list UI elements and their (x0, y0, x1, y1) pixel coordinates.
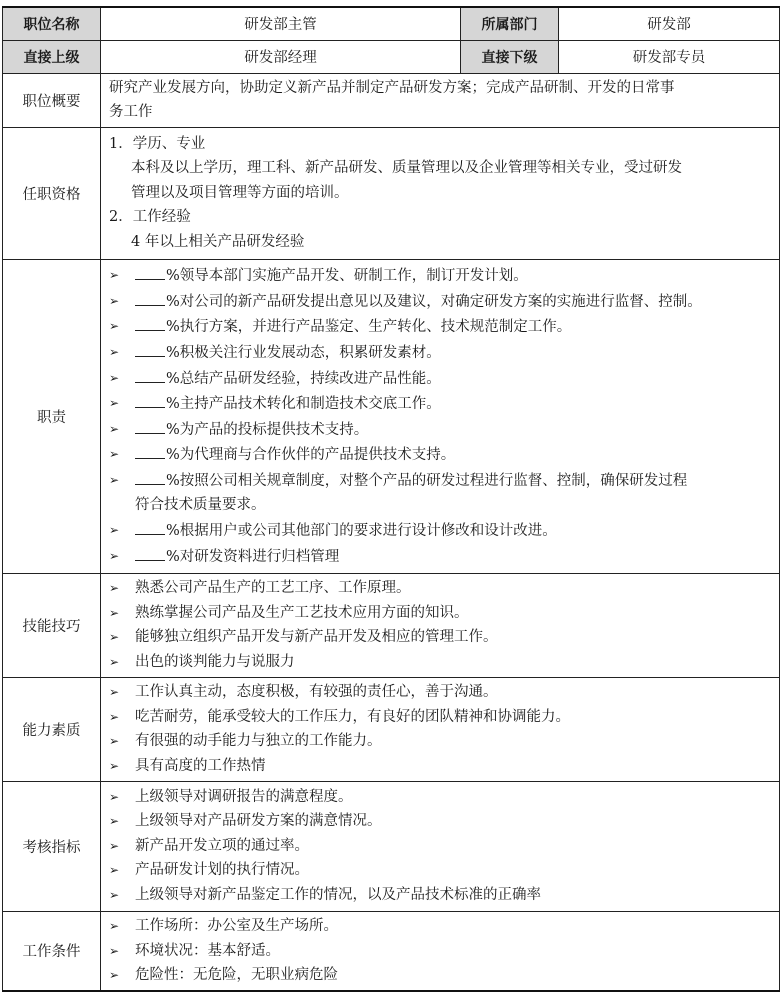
duty-text: %积极关注行业发展动态，积累研发素材。 (166, 344, 441, 361)
qualification-text: 管理以及项目管理等方面的培训。 (131, 184, 349, 201)
duties-content (101, 259, 780, 573)
condition-text: 环境状况：基本舒适。 (135, 942, 280, 959)
duty-text: %主持产品技术转化和制造技术交底工作。 (166, 396, 441, 413)
duty-text: %对研发资料进行归档管理 (166, 548, 340, 565)
condition-text: 工作场所：办公室及生产场所。 (135, 918, 338, 935)
overview-content (101, 73, 780, 127)
duty-text: %对公司的新产品研发提出意见以及建议，对确定研发方案的实施进行监督、控制。 (166, 293, 702, 310)
percentage-blank[interactable] (135, 518, 165, 535)
qualifications-label: 任职资格 (3, 127, 101, 259)
ability-text: 工作认真主动，态度积极，有较强的责任心，善于沟通。 (135, 684, 498, 700)
arrow-bullet-icon: ➢ (109, 709, 120, 724)
qualification-heading: 2．工作经验 (109, 209, 191, 226)
ability-text: 吃苦耐劳，能承受较大的工作压力，有良好的团队精神和协调能力。 (135, 708, 570, 725)
header-row-1 (3, 7, 780, 40)
arrow-bullet-icon: ➢ (109, 863, 120, 878)
overview-line: 研究产业发展方向，协助定义新产品并制定产品研发方案；完成产品研制、开发的日常事 (109, 79, 675, 96)
arrow-bullet-icon: ➢ (109, 293, 120, 308)
list-item (109, 314, 771, 340)
list-item (109, 576, 771, 601)
list-item (109, 391, 771, 417)
arrow-bullet-icon: ➢ (109, 581, 120, 595)
kpis-content (101, 781, 780, 911)
percentage-blank[interactable] (135, 289, 165, 306)
kpi-text: 新产品开发立项的通过率。 (135, 837, 309, 854)
arrow-bullet-icon: ➢ (109, 968, 120, 983)
percentage-blank[interactable] (135, 366, 165, 383)
kpi-text: 产品研发计划的执行情况。 (135, 862, 309, 879)
department-value: 研发部 (559, 7, 780, 40)
arrow-bullet-icon: ➢ (109, 421, 120, 436)
conditions-content (101, 911, 780, 991)
condition-text: 危险性：无危险，无职业病危险 (135, 967, 338, 984)
arrow-bullet-icon: ➢ (109, 919, 120, 934)
arrow-bullet-icon: ➢ (109, 344, 120, 359)
qualification-heading: 1．学历、专业 (109, 135, 206, 152)
position-title-label: 职位名称 (3, 7, 101, 40)
conditions-row (3, 911, 780, 991)
kpi-text: 上级领导对产品研发方案的满意情况。 (135, 813, 382, 830)
arrow-bullet-icon: ➢ (109, 548, 120, 563)
list-item (109, 601, 771, 626)
abilities-row (3, 677, 780, 781)
list-item (109, 518, 771, 544)
skill-text: 能够独立组织产品开发与新产品开发及相应的管理工作。 (135, 629, 498, 646)
position-title-value: 研发部主管 (101, 7, 461, 40)
list-item (109, 263, 771, 289)
percentage-blank[interactable] (135, 340, 165, 357)
list-item (109, 366, 771, 392)
qualification-text: 本科及以上学历，理工科、新产品研发、质量管理以及企业管理等相关专业，受过研发 (131, 160, 682, 177)
arrow-bullet-icon: ➢ (109, 630, 120, 645)
skill-text: 熟悉公司产品生产的工艺工序、工作原理。 (135, 580, 411, 596)
kpis-label: 考核指标 (3, 781, 101, 911)
ability-text: 具有高度的工作热情 (135, 757, 266, 774)
skill-text: 出色的谈判能力与说服力 (135, 653, 295, 670)
qualifications-content (101, 127, 780, 259)
qualifications-row (3, 127, 780, 259)
arrow-bullet-icon: ➢ (109, 523, 120, 538)
overview-line: 务工作 (109, 104, 153, 121)
list-item (109, 468, 771, 494)
duty-text: %为产品的投标提供技术支持。 (166, 421, 369, 438)
skills-row (3, 573, 780, 677)
list-item (109, 705, 771, 730)
arrow-bullet-icon: ➢ (109, 319, 120, 334)
list-item (109, 834, 771, 859)
direct-superior-value: 研发部经理 (101, 40, 461, 73)
arrow-bullet-icon: ➢ (109, 685, 120, 699)
percentage-blank[interactable] (135, 263, 165, 280)
abilities-content (101, 677, 780, 781)
arrow-bullet-icon: ➢ (109, 789, 120, 804)
arrow-bullet-icon: ➢ (109, 654, 120, 669)
list-item (109, 544, 771, 570)
kpi-text: 上级领导对新产品鉴定工作的情况，以及产品技术标准的正确率 (135, 887, 541, 904)
skills-label: 技能技巧 (3, 573, 101, 677)
list-item (109, 340, 771, 366)
percentage-blank[interactable] (135, 442, 165, 459)
list-item (109, 289, 771, 315)
list-item (109, 858, 771, 883)
duty-text: %为代理商与合作伙伴的产品提供技术支持。 (166, 447, 456, 464)
list-item (109, 754, 771, 779)
arrow-bullet-icon: ➢ (109, 888, 120, 903)
ability-text: 有很强的动手能力与独立的工作能力。 (135, 733, 382, 750)
arrow-bullet-icon: ➢ (109, 268, 120, 283)
percentage-blank[interactable] (135, 391, 165, 408)
direct-subordinate-value: 研发部专员 (559, 40, 780, 73)
arrow-bullet-icon: ➢ (109, 605, 120, 620)
header-row-2 (3, 40, 780, 73)
list-item (109, 442, 771, 468)
duty-text: %执行方案，并进行产品鉴定、生产转化、技术规范制定工作。 (166, 319, 572, 336)
list-item (109, 625, 771, 650)
arrow-bullet-icon: ➢ (109, 814, 120, 829)
list-item-continuation (109, 493, 771, 518)
arrow-bullet-icon: ➢ (109, 734, 120, 749)
percentage-blank[interactable] (135, 468, 165, 485)
list-item (109, 963, 771, 988)
arrow-bullet-icon: ➢ (109, 943, 120, 958)
kpi-text: 上级领导对调研报告的满意程度。 (135, 788, 353, 805)
list-item (109, 729, 771, 754)
list-item (109, 650, 771, 675)
duties-label: 职责 (3, 259, 101, 573)
list-item (109, 809, 771, 834)
job-description-table (2, 6, 780, 992)
arrow-bullet-icon: ➢ (109, 472, 120, 487)
duty-text: 符合技术质量要求。 (135, 497, 266, 514)
list-item (109, 417, 771, 443)
duty-text: %总结产品研发经验，持续改进产品性能。 (166, 370, 441, 387)
list-item (109, 883, 771, 908)
duties-row (3, 259, 780, 573)
overview-label: 职位概要 (3, 73, 101, 127)
overview-row (3, 73, 780, 127)
arrow-bullet-icon: ➢ (109, 447, 120, 462)
conditions-label: 工作条件 (3, 911, 101, 991)
percentage-blank[interactable] (135, 544, 165, 561)
kpis-row (3, 781, 780, 911)
direct-superior-label: 直接上级 (3, 40, 101, 73)
list-item (109, 939, 771, 964)
qualification-text: 4 年以上相关产品研发经验 (131, 234, 305, 251)
duty-text: %根据用户或公司其他部门的要求进行设计修改和设计改进。 (166, 523, 557, 540)
skill-text: 熟练掌握公司产品及生产工艺技术应用方面的知识。 (135, 604, 469, 621)
department-label: 所属部门 (461, 7, 559, 40)
arrow-bullet-icon: ➢ (109, 370, 120, 385)
percentage-blank[interactable] (135, 417, 165, 434)
arrow-bullet-icon: ➢ (109, 396, 120, 411)
arrow-bullet-icon: ➢ (109, 838, 120, 853)
direct-subordinate-label: 直接下级 (461, 40, 559, 73)
duty-text: %按照公司相关规章制度，对整个产品的研发过程进行监督、控制，确保研发过程 (166, 472, 688, 489)
percentage-blank[interactable] (135, 314, 165, 331)
arrow-bullet-icon: ➢ (109, 758, 120, 773)
duty-text: %领导本部门实施产品开发、研制工作，制订开发计划。 (166, 268, 528, 285)
list-item (109, 785, 771, 810)
abilities-label: 能力素质 (3, 677, 101, 781)
list-item (109, 914, 771, 939)
list-item (109, 680, 771, 705)
skills-content (101, 573, 780, 677)
